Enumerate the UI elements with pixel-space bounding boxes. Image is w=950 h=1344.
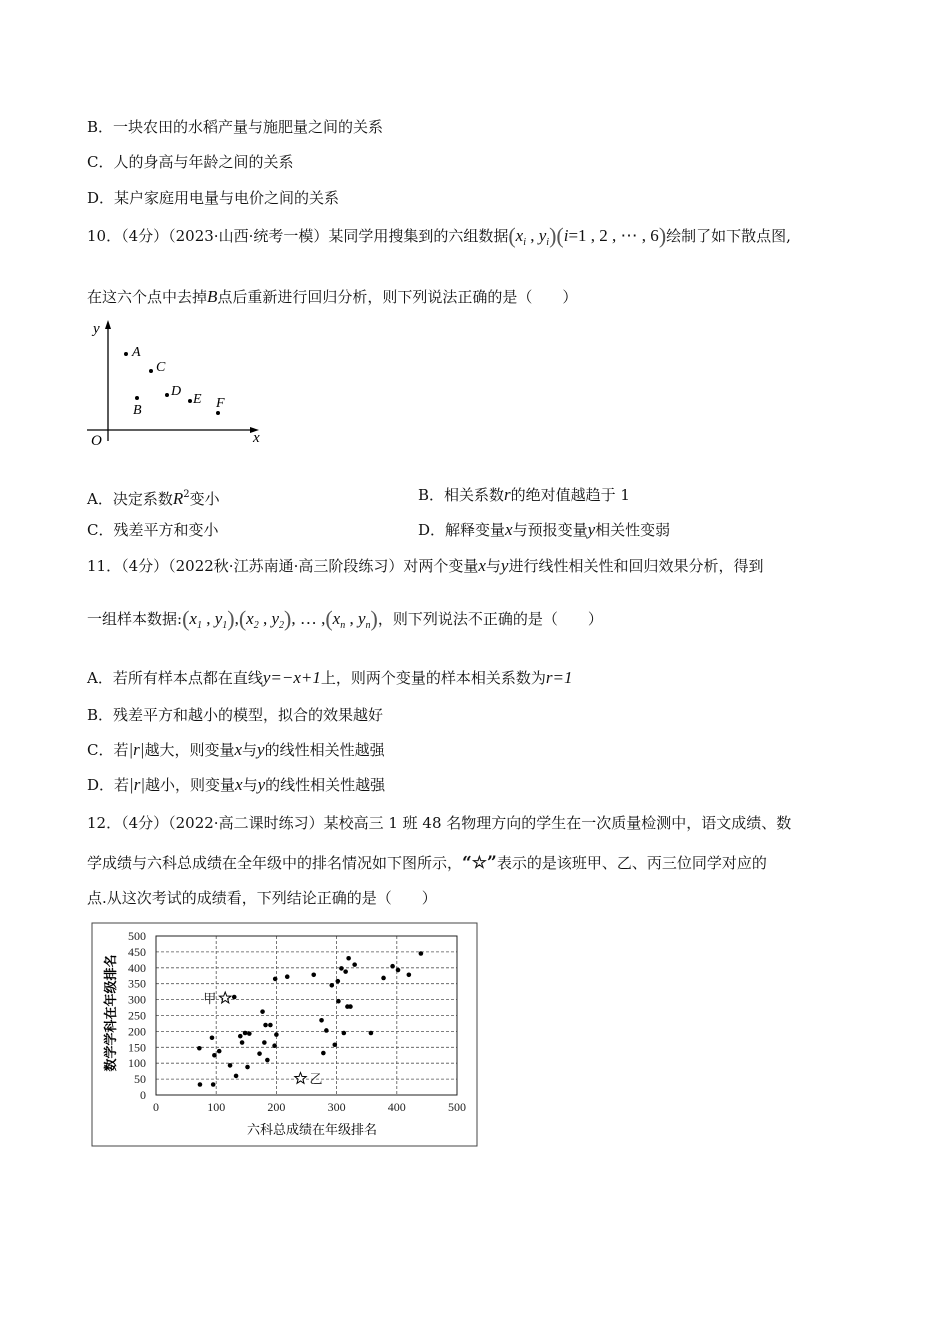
q10-opt-d-y: y <box>587 520 596 539</box>
data-point <box>332 1042 337 1047</box>
q10-opt-b-tail: 的绝对值越趋于 1 <box>510 486 630 504</box>
data-point <box>348 1004 353 1009</box>
q11-opt-d-mid: 越小，则变量 <box>145 776 236 794</box>
q10-option-b <box>418 485 630 505</box>
q11-opt-a-mid: 上，则两个变量的样本相关系数为 <box>320 669 546 687</box>
q11-opt-c-and: 与 <box>242 741 258 759</box>
y-tick-label: 400 <box>128 960 146 975</box>
data-point <box>324 1028 329 1033</box>
q9-option-b: B．一块农田的水稻产量与施肥量之间的关系 <box>87 118 384 136</box>
q10-opt-a-var: R <box>172 489 184 508</box>
data-point <box>211 1082 216 1087</box>
y-tick-label: 300 <box>128 992 146 1007</box>
y-tick-label: 500 <box>128 929 146 943</box>
data-point <box>262 1040 267 1045</box>
q10-label-f: F <box>216 396 225 411</box>
q11-samples: ($x_1$ , $y_1),(x_2$ , $y_2$), … $,(x_n$ , $y_n$) <box>182 606 378 631</box>
q11-opt-d-text: D．若 <box>87 776 130 794</box>
q10-scatter-plot <box>85 316 270 451</box>
q10-opt-a-sup: 2 <box>183 489 190 500</box>
x-tick-label: 0 <box>153 1100 159 1114</box>
data-point <box>212 1053 217 1058</box>
q10-point-f <box>216 411 220 415</box>
q10-label-d: D <box>171 384 182 399</box>
y-tick-label: 350 <box>128 976 146 991</box>
q11-opt-c-abs: |r| <box>128 740 145 759</box>
q10-point-e <box>188 399 192 403</box>
q11-opt-a-r: r=1 <box>545 668 573 687</box>
q10-line2-a: 在这六个点中去掉 <box>87 288 208 306</box>
q10-data-expr: ($x_i$ , $y_i)(i=1$ , 2 , ⋯ , 6) <box>508 223 667 248</box>
q10-option-a <box>87 485 220 509</box>
data-point <box>198 1082 203 1087</box>
q11-opt-c-tail: 的线性相关性越强 <box>264 741 385 759</box>
student-star-label: 乙 <box>309 1071 323 1087</box>
q12-line2-a: 学成绩与六科总成绩在全年级中的排名情况如下图所示， <box>87 854 463 872</box>
q10-stem-line1 <box>87 223 791 253</box>
y-tick-label: 250 <box>128 1008 146 1023</box>
data-point <box>257 1051 262 1056</box>
data-point <box>210 1035 215 1040</box>
data-point <box>245 1065 250 1070</box>
q10-point-b-dot <box>135 396 139 400</box>
data-point <box>319 1018 324 1023</box>
q10-y-label: y <box>93 321 100 337</box>
q10-origin-label: O <box>91 433 102 449</box>
data-point <box>346 956 351 961</box>
y-tick-label: 0 <box>140 1088 146 1102</box>
q11-opt-d-x: x <box>235 775 243 794</box>
data-point <box>272 1043 277 1048</box>
q10-stem-line2 <box>87 287 577 307</box>
q11-opt-d-and: 与 <box>242 776 258 794</box>
q11-var-x: x <box>478 556 486 575</box>
q11-lead-a: 11．（4分）（2022秋·江苏南通·高三阶段练习）对两个变量 <box>87 557 479 575</box>
data-point <box>273 977 278 982</box>
data-point <box>240 1040 245 1045</box>
q11-opt-c-y: y <box>257 740 265 759</box>
y-tick-label: 150 <box>128 1040 146 1055</box>
q11-lead-b: 进行线性相关性和回归效果分析，得到 <box>508 557 764 575</box>
q10-point-d <box>165 393 169 397</box>
data-point <box>263 1023 268 1028</box>
q11-stem-line1 <box>87 556 763 576</box>
q10-opt-b-text: B．相关系数 <box>418 486 505 504</box>
data-point <box>243 1031 248 1036</box>
data-point <box>419 951 424 956</box>
q10-x-label: x <box>253 430 260 446</box>
q10-label-a: A <box>132 345 141 360</box>
data-point <box>238 1034 243 1039</box>
data-point <box>234 1074 239 1079</box>
q11-var-y: y <box>500 556 509 575</box>
q10-opt-d-x: x <box>505 520 513 539</box>
q11-line2-a: 一组样本数据: <box>87 610 183 628</box>
data-point <box>274 1032 279 1037</box>
chart-x-label: 六科总成绩在年级排名 <box>246 1123 378 1138</box>
q11-option-a <box>87 668 572 688</box>
data-point <box>342 1031 347 1036</box>
y-tick-label: 100 <box>128 1056 146 1071</box>
q10-option-d <box>418 520 670 540</box>
q10-opt-d-text: D．解释变量 <box>418 521 506 539</box>
q12-line2-b: 表示的是该班甲、乙、丙三位同学对应的 <box>496 854 767 872</box>
q11-line2-b: ，则下列说法不正确的是（ ） <box>377 610 603 628</box>
data-point <box>381 976 386 981</box>
y-tick-label: 50 <box>134 1072 146 1087</box>
q12-stem-line1: 12．（4分）（2022·高二课时练习）某校高三 1 班 48 名物理方向的学生在一次质量检测中，语文成绩、数 <box>87 814 792 832</box>
q10-label-c: C <box>156 360 166 375</box>
q10-y-arrow <box>105 320 111 329</box>
chart-y-label: 数学学科在年级排名 <box>104 954 119 1072</box>
q10-opt-d-mid: 与预报变量 <box>512 521 588 539</box>
q12-stem-line2 <box>87 853 767 873</box>
q11-opt-d-abs: |r| <box>129 775 145 794</box>
q11-opt-d-y: y <box>257 775 266 794</box>
q11-mid: 与 <box>485 557 501 575</box>
q11-option-c <box>87 740 385 760</box>
q10-opt-a-tail: 变小 <box>189 490 220 508</box>
x-tick-label: 100 <box>207 1100 226 1114</box>
q9-option-d: D．某户家庭用电量与电价之间的关系 <box>87 189 340 207</box>
q11-opt-d-tail: 的线性相关性越强 <box>265 776 386 794</box>
data-point <box>247 1031 252 1036</box>
data-point <box>339 966 344 971</box>
data-point <box>369 1031 374 1036</box>
q10-point-a <box>124 352 128 356</box>
data-point <box>260 1009 265 1014</box>
data-point <box>396 968 401 973</box>
data-point <box>352 962 357 967</box>
q10-point-b: B <box>207 287 218 306</box>
student-star-label: 甲 <box>203 991 217 1007</box>
q11-option-b: B．残差平方和越小的模型，拟合的效果越好 <box>87 706 384 724</box>
q11-stem-line2 <box>87 606 603 636</box>
data-point <box>197 1046 202 1051</box>
q12-rank-scatter-chart <box>91 922 479 1148</box>
data-point <box>329 983 334 988</box>
q10-tail: 绘制了如下散点图, <box>666 227 791 245</box>
data-point <box>321 1051 326 1056</box>
data-point <box>228 1063 233 1068</box>
data-point <box>232 995 237 1000</box>
data-point <box>390 964 395 969</box>
x-tick-label: 500 <box>448 1100 466 1114</box>
q11-option-d <box>87 775 385 795</box>
data-point <box>285 974 290 979</box>
q11-opt-a-eq: y=−x+1 <box>262 668 321 687</box>
q10-point-c <box>149 369 153 373</box>
q12-stem-line3: 点.从这次考试的成绩看，下列结论正确的是（ ） <box>87 889 437 907</box>
q11-opt-c-x: x <box>234 740 243 759</box>
y-tick-label: 200 <box>128 1024 146 1039</box>
data-point <box>407 972 412 977</box>
q10-label-b: B <box>133 403 142 418</box>
q10-opt-b-var: r <box>504 485 511 504</box>
x-tick-label: 200 <box>267 1100 286 1114</box>
q11-opt-c-text: C．若 <box>87 741 129 759</box>
data-point <box>265 1058 270 1063</box>
x-tick-label: 400 <box>387 1100 406 1114</box>
q11-opt-a-text: A．若所有样本点都在直线 <box>87 669 263 687</box>
q11-opt-c-mid: 越大，则变量 <box>144 741 235 759</box>
q10-opt-d-tail: 相关性变弱 <box>595 521 671 539</box>
q10-lead: 10．（4分）（2023·山西·统考一模）某同学用搜集到的六组数据 <box>87 227 509 245</box>
data-point <box>217 1049 222 1054</box>
data-point <box>268 1023 273 1028</box>
x-tick-label: 300 <box>327 1100 346 1114</box>
data-point <box>343 969 348 974</box>
data-point <box>336 979 341 984</box>
q10-opt-a-text: A．决定系数 <box>87 490 173 508</box>
q10-line2-b: 点后重新进行回归分析，则下列说法正确的是（ ） <box>217 288 578 306</box>
q10-label-e: E <box>193 392 202 407</box>
y-tick-label: 450 <box>128 944 146 959</box>
data-point <box>311 972 316 977</box>
q12-star-symbol: “☆” <box>462 853 497 873</box>
data-point <box>336 999 341 1004</box>
q9-option-c: C．人的身高与年龄之间的关系 <box>87 153 294 171</box>
q10-option-c: C．残差平方和变小 <box>87 521 219 539</box>
